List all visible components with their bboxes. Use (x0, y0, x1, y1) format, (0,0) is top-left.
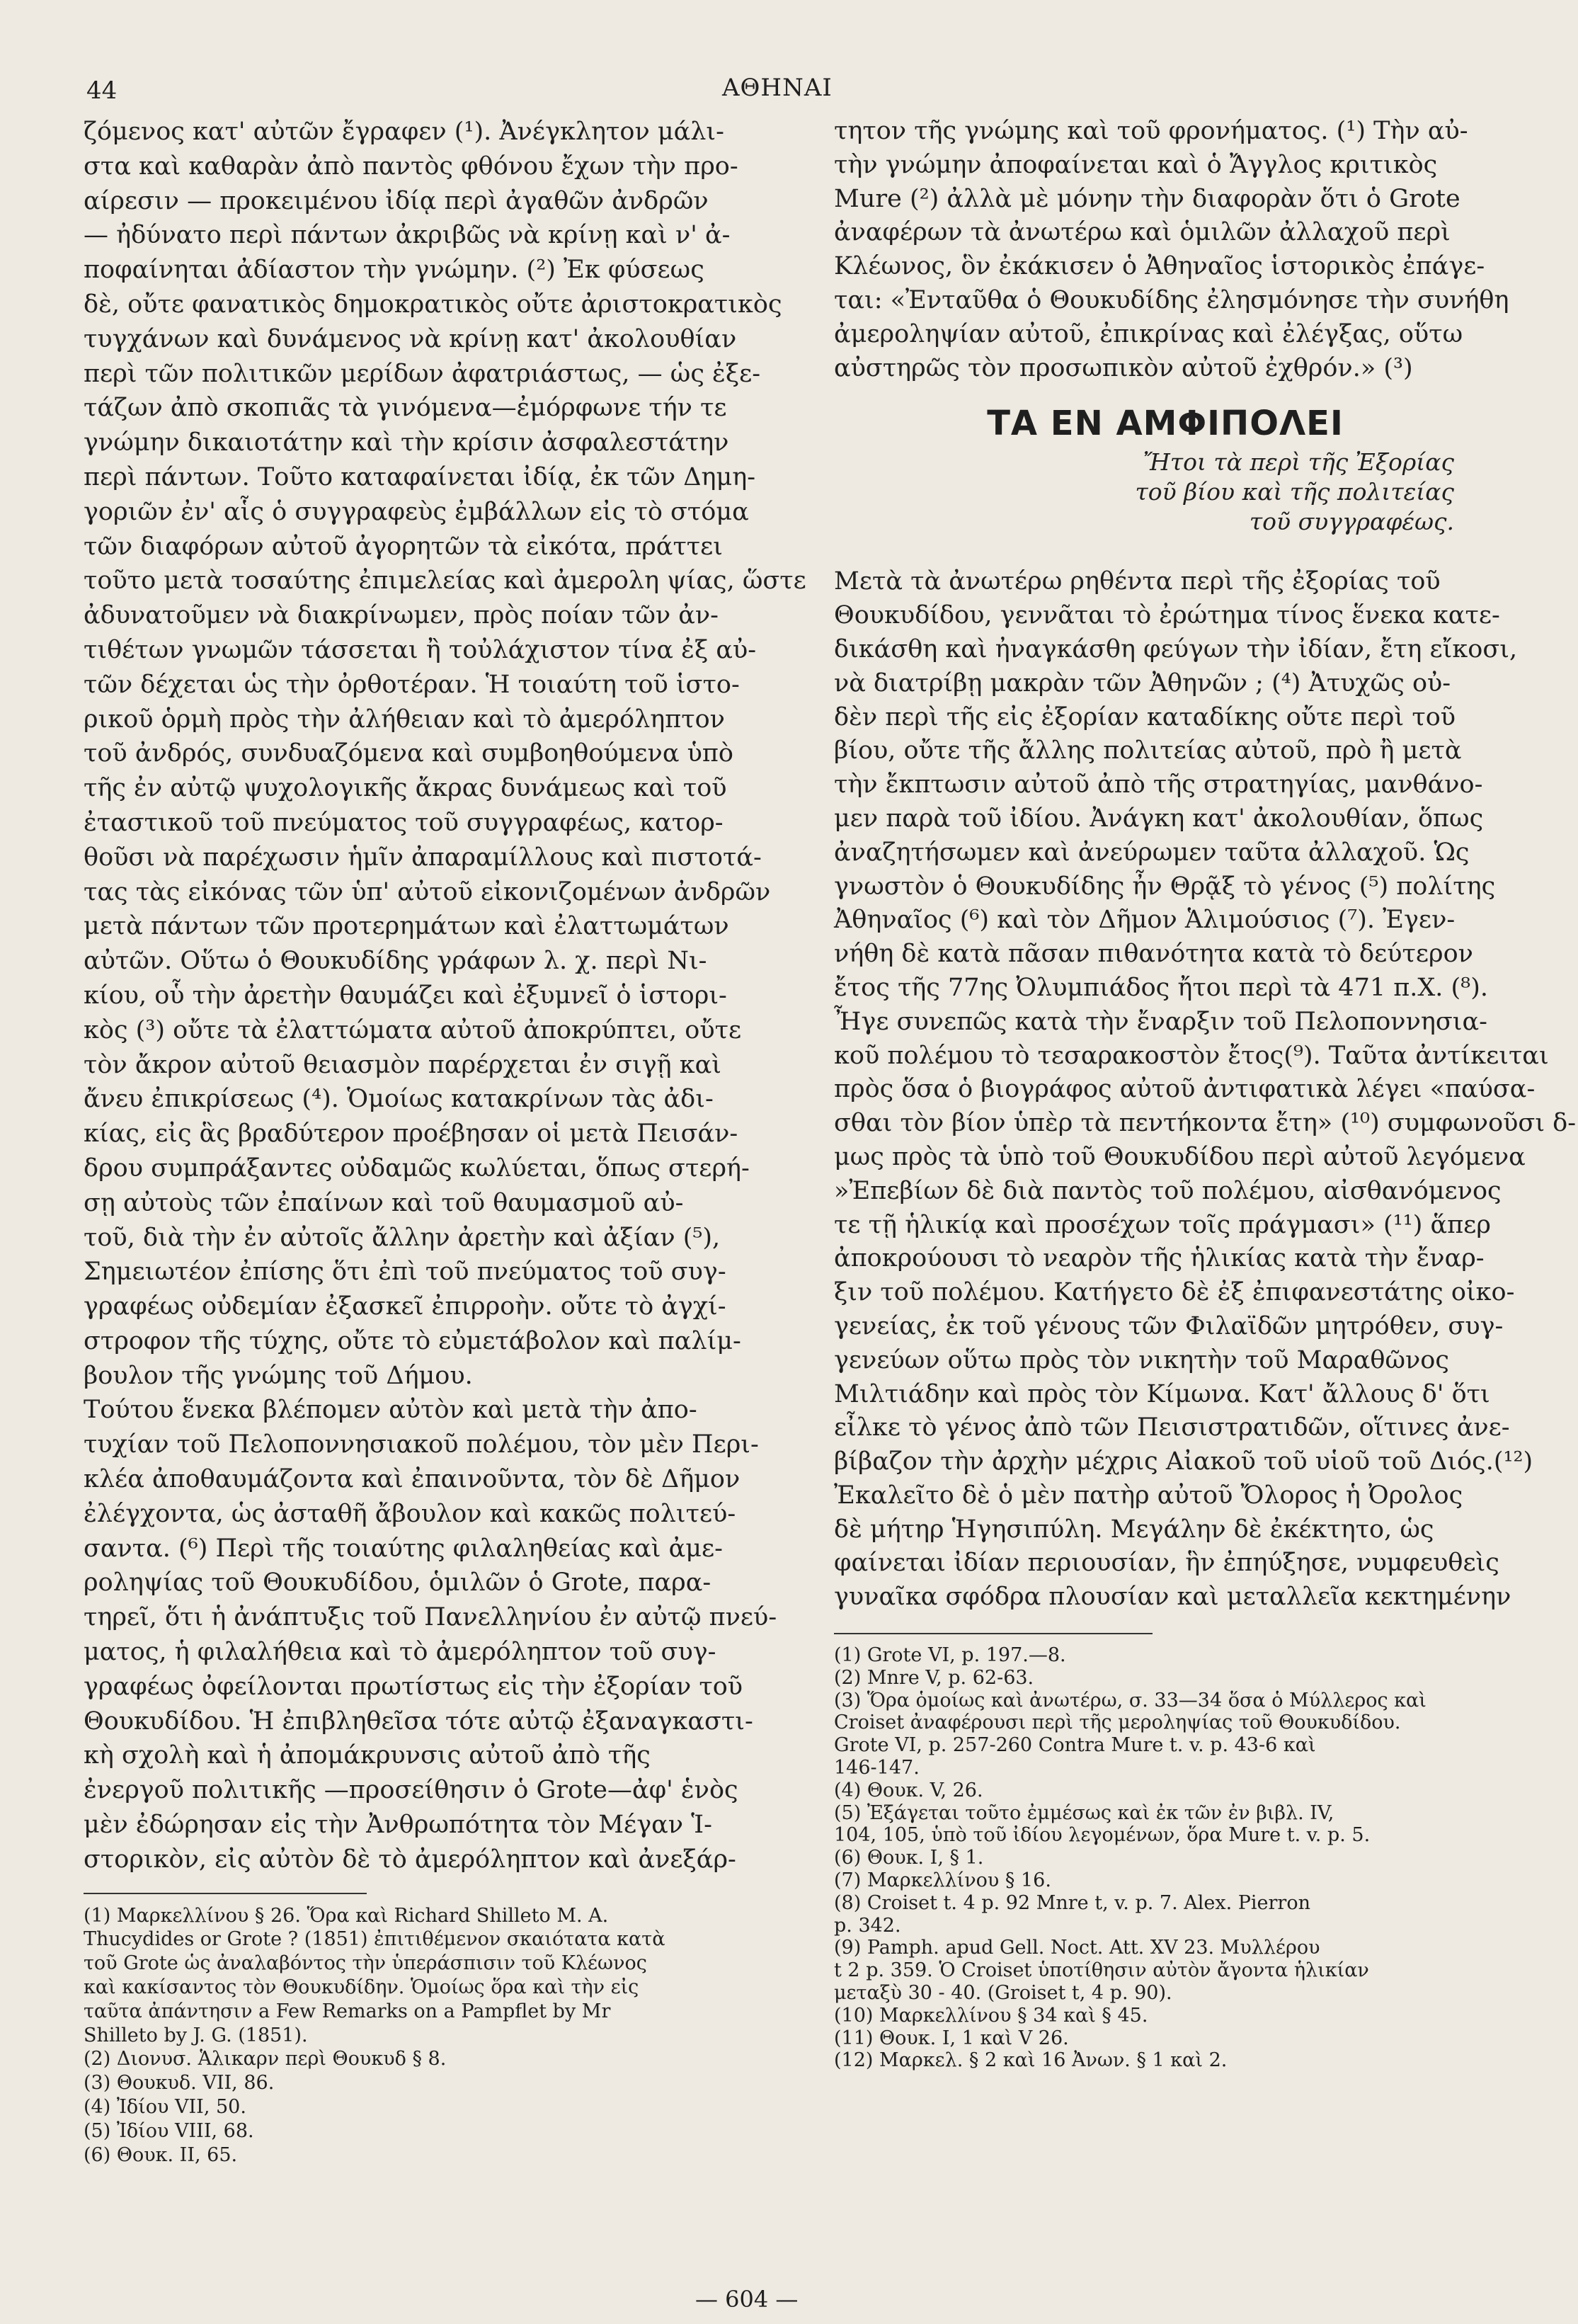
folio-number: — 604 — (695, 2286, 799, 2313)
text-line: Θουκυδίδου. Ἡ ἐπιβληθεῖσα τότε αὐτῷ ἐξαναγκαστι- (84, 1707, 753, 1736)
text-line: περὶ πάντων. Τοῦτο καταφαίνεται ἰδίᾳ, ἐκ τῶν Δημη- (84, 462, 756, 491)
text-line: ξιν τοῦ πολέμου. Κατήγετο δὲ ἐξ ἐπιφανεστάτης οἰκο- (834, 1278, 1515, 1307)
text-line: Ἀθηναῖος (⁶) καὶ τὸν Δῆμον Ἁλιμούσιος (⁷). Ἐγεν- (834, 906, 1456, 935)
text-line: τηρεῖ, ὅτι ἡ ἀνάπτυξις τοῦ Πανελληνίου ἐν αὐτῷ πνεύ- (84, 1603, 777, 1632)
section-subtitle (834, 448, 1497, 537)
text-line: ροληψίας τοῦ Θουκυδίδου, ὁμιλῶν ὁ Grote, παρα- (84, 1568, 711, 1597)
text-line: ἀναφέρων τὰ ἀνωτέρω καὶ ὁμιλῶν ἀλλαχοῦ περὶ (834, 218, 1451, 247)
text-line: μὲν ἐδώρησαν εἰς τὴν Ἀνθρωπότητα τὸν Μέγαν Ἱ- (84, 1811, 712, 1840)
left-footnotes (84, 1904, 743, 2168)
footnote-line: 146-147. (834, 1757, 920, 1779)
footnote-line: (3) Ὅρα ὁμοίως καὶ ἀνωτέρω, σ. 33—34 ὅσα ὁ Μύλλερος καὶ (834, 1689, 1427, 1711)
text-line: τυγχάνων καὶ δυνάμενος νὰ κρίνῃ κατ' ἀκολουθίαν (84, 324, 737, 353)
text-line: τε τῇ ἡλικίᾳ καὶ προσέχων τοῖς πράγμασι» (¹¹) ἅπερ (834, 1210, 1491, 1239)
text-line: γενείας, ἐκ τοῦ γένους τῶν Φιλαϊδῶν μητρόθεν, συγ- (834, 1311, 1504, 1340)
footnote-line: (1) Μαρκελλίνου § 26. Ὅρα καὶ Richard Shilleto M. A. (84, 1904, 609, 1927)
text-line: κοῦ πολέμου τὸ τεσαρακοστὸν ἔτος(⁹). Ταῦτα ἀντίκειται (834, 1041, 1549, 1070)
text-line: στορικὸν, εἰς αὐτὸν δὲ τὸ ἀμερόληπτον καὶ ἀνεξάρ- (84, 1845, 736, 1874)
text-line: γυναῖκα σφόδρα πλουσίαν καὶ μεταλλεῖα κεκτημένην (834, 1583, 1511, 1612)
text-line: φαίνεται ἰδίαν περιουσίαν, ἣν ἐπηύξησε, νυμφευθεὶς (834, 1549, 1499, 1578)
footnote-line: (2) Διονυσ. Ἁλικαρν περὶ Θουκυδ § 8. (84, 2048, 447, 2070)
text-line: μετὰ πάντων τῶν προτερημάτων καὶ ἐλαττωμάτων (84, 912, 729, 941)
text-line: Σημειωτέον ἐπίσης ὅτι ἐπὶ τοῦ πνεύματος τοῦ συγ- (84, 1258, 726, 1287)
text-line: κὸς (³) οὔτε τὰ ἐλαττώματα αὐτοῦ ἀποκρύπτει, οὔτε (84, 1015, 742, 1044)
text-line: κὴ σχολὴ καὶ ἡ ἀπομάκρυνσις αὐτοῦ ἀπὸ τῆς (84, 1741, 651, 1770)
text-line: βίβαζον τὴν ἀρχὴν μέχρις Αἰακοῦ τοῦ υἱοῦ τοῦ Διός.(¹²) (834, 1447, 1533, 1476)
subtitle-line: Ἤτοι τὰ περὶ τῆς Ἐξορίας (1143, 448, 1454, 477)
right-body-text-top (834, 115, 1509, 385)
text-line: τὴν ἔκπτωσιν αὐτοῦ ἀπὸ τῆς στρατηγίας, μανθάνο- (834, 770, 1483, 799)
footnote-line: καὶ κακίσαντος τὸν Θουκυδίδην. Ὁμοίως ὅρα καὶ τὴν εἰς (84, 1976, 639, 1999)
footnote-line: (9) Pamph. apud Gell. Noct. Att. XV 23. Μυλλέρου (834, 1937, 1320, 1959)
text-line: ἀδυνατοῦμεν νὰ διακρίνωμεν, πρὸς ποίαν τῶν ἀν- (84, 601, 719, 630)
text-line: γραφέως ὀφείλονται πρωτίστως εἰς τὴν ἐξορίαν τοῦ (84, 1672, 743, 1701)
text-line: ἔτος τῆς 77ης Ὀλυμπιάδος ἤτοι περὶ τὰ 471 π.Χ. (⁸). (834, 973, 1488, 1002)
text-line: βουλον τῆς γνώμης τοῦ Δήμου. (84, 1361, 473, 1390)
footnote-line: (4) Ἰδίου VII, 50. (84, 2096, 246, 2119)
text-line: »Ἐπεβίων δὲ διὰ παντὸς τοῦ πολέμου, αἰσθανόμενος (834, 1176, 1502, 1205)
text-line: δικάσθη καὶ ἠναγκάσθη φεύγων τὴν ἰδίαν, ἔτη εἴκοσι, (834, 634, 1518, 663)
right-footnotes (834, 1644, 1497, 2072)
text-line: κίας, εἰς ἃς βραδύτερον προέβησαν οἱ μετὰ Πεισάν- (84, 1120, 738, 1149)
text-line: τῆς ἐν αὐτῷ ψυχολογικῆς ἄκρας δυνάμεως καὶ τοῦ (84, 774, 727, 803)
text-line: δὲ μήτηρ Ἡγησιπύλη. Μεγάλην δὲ ἐκέκτητο, ὡς (834, 1515, 1434, 1544)
footnote-line: Grote VI, p. 257-260 Contra Mure t. v. p. 43-6 καὶ (834, 1734, 1316, 1757)
text-line: γραφέως οὐδεμίαν ἐξασκεῖ ἐπιρροὴν. οὔτε τὸ ἀγχί- (84, 1292, 726, 1321)
footnote-line: p. 342. (834, 1914, 901, 1937)
text-line: γενεύων οὕτω πρὸς τὸν νικητὴν τοῦ Μαραθῶνος (834, 1345, 1449, 1374)
text-line: τάζων ἀπὸ σκοπιᾶς τὰ γινόμενα—ἐμόρφωνε τήν τε (84, 394, 727, 423)
text-line: τὸν ἄκρον αὐτοῦ θειασμὸν παρέρχεται ἐν σιγῇ καὶ (84, 1050, 721, 1079)
text-line: δὲ, οὔτε φανατικὸς δημοκρατικὸς οὔτε ἀριστοκρατικὸς (84, 290, 782, 319)
footnote-line: (10) Μαρκελλίνου § 34 καὶ § 45. (834, 2004, 1148, 2027)
text-line: δρου συμπράξαντες οὐδαμῶς κωλύεται, ὅπως στερή- (84, 1154, 750, 1183)
text-line: γνωστὸν ὁ Θουκυδίδης ἦν Θρᾷξ τὸ γένος (⁵) πολίτης (834, 872, 1496, 901)
text-line: τυχίαν τοῦ Πελοποννησιακοῦ πολέμου, τὸν μὲν Περι- (84, 1430, 759, 1459)
text-line: νὰ διατρίβῃ μακρὰν τῶν Ἀθηνῶν ; (⁴) Ἀτυχῶς οὐ- (834, 668, 1451, 697)
subtitle-line: τοῦ συγγραφέως. (1249, 508, 1454, 536)
text-line: στα καὶ καθαρὰν ἀπὸ παντὸς φθόνου ἔχων τὴν προ- (84, 152, 738, 181)
text-line: ται: «Ἐνταῦθα ὁ Θουκυδίδης ἐλησμόνησε τὴν συνήθη (834, 285, 1509, 314)
section-spacer (834, 537, 1497, 565)
text-line: μως πρὸς τὰ ὑπὸ τοῦ Θουκυδίδου περὶ αὐτοῦ λεγόμενα (834, 1142, 1526, 1171)
text-line: σαντα. (⁶) Περὶ τῆς τοιαύτης φιλαληθείας καὶ ἀμε- (84, 1534, 723, 1563)
text-line: τοῦ ἀνδρός, συνδυαζόμενα καὶ συμβοηθούμενα ὑπὸ (84, 739, 733, 768)
footnote-line: (3) Θουκυδ. VII, 86. (84, 2072, 275, 2095)
text-line: Τούτου ἕνεκα βλέπομεν αὐτὸν καὶ μετὰ τὴν ἀπο- (84, 1396, 697, 1425)
text-line: τιθέτων γνωμῶν τάσσεται ἢ τοὐλάχιστον τίνα ἐξ αὐ- (84, 635, 757, 664)
footnote-line: (12) Μαρκελ. § 2 καὶ 16 Ἀνων. § 1 καὶ 2. (834, 2049, 1228, 2072)
text-line: βίου, οὔτε τῆς ἄλλης πολιτείας αὐτοῦ, πρὸ ἢ μετὰ (834, 736, 1462, 765)
footnote-line: (5) Ἰδίου VIII, 68. (84, 2119, 254, 2142)
text-line: ἐνεργοῦ πολιτικῆς —προσείθησιν ὁ Grote—ἀφ' ἑνὸς (84, 1776, 738, 1805)
footnote-line: Croiset ἀναφέρουσι περὶ τῆς μεροληψίας τοῦ Θουκυδίδου. (834, 1711, 1401, 1734)
text-line: σῃ αὐτοὺς τῶν ἐπαίνων καὶ τοῦ θαυμασμοῦ αὐ- (84, 1188, 684, 1217)
text-line: τοῦ, διὰ τὴν ἐν αὐτοῖς ἄλλην ἀρετὴν καὶ ἀξίαν (⁵), (84, 1223, 721, 1252)
text-line: κίου, οὗ τὴν ἀρετὴν θαυμάζει καὶ ἐξυμνεῖ ὁ ἱστορι- (84, 981, 727, 1010)
text-line: ποφαίνηται ἀδίαστον τὴν γνώμην. (²) Ἐκ φύσεως (84, 256, 704, 285)
text-line: Μετὰ τὰ ἀνωτέρω ρηθέντα περὶ τῆς ἐξορίας τοῦ (834, 567, 1441, 596)
section-title: ΤΑ ΕΝ ΑΜΦΙΠΟΛΕΙ (987, 404, 1344, 444)
footnote-line: (6) Θουκ. II, 65. (84, 2143, 238, 2166)
text-line: θοῦσι νὰ παρέχωσιν ἡμῖν ἀπαραμίλλους καὶ πιστοτά- (84, 843, 762, 872)
footnote-line: τοῦ Grote ὡς ἀναλαβόντος τὴν ὑπεράσπισιν τοῦ Κλέωνος (84, 1952, 647, 1975)
text-line: τοῦτο μετὰ τοσαύτης ἐπιμελείας καὶ ἀμερολη ψίας, ὥστε (84, 566, 806, 596)
text-line: Ἦγε συνεπῶς κατὰ τὴν ἔναρξιν τοῦ Πελοποννησια- (834, 1007, 1487, 1036)
text-line: πρὸς ὅσα ὁ βιογράφος αὐτοῦ ἀντιφατικὰ λέγει «παύσα- (834, 1075, 1536, 1104)
text-line: δὲν περὶ τῆς εἰς ἐξορίαν καταδίκης οὔτε περὶ τοῦ (834, 702, 1456, 731)
text-line: μεν παρὰ τοῦ ἰδίου. Ἀνάγκη κατ' ἀκολουθίαν, ὅπως (834, 804, 1484, 833)
text-line: Ἐκαλεῖτο δὲ ὁ μὲν πατὴρ αὐτοῦ Ὄλορος ἡ Ὀρολος (834, 1481, 1463, 1510)
footnote-line: (4) Θουκ. V, 26. (834, 1779, 983, 1801)
text-line: τητον τῆς γνώμης καὶ τοῦ φρονήματος. (¹) Τὴν αὐ- (834, 117, 1468, 145)
text-line: περὶ τῶν πολιτικῶν μερίδων ἀφατριάστως, — ὡς ἐξε- (84, 359, 761, 388)
footnote-line: (8) Croiset t. 4 p. 92 Mnre t, v. p. 7. Alex. Pierron (834, 1891, 1310, 1914)
right-column (834, 115, 1577, 2072)
footnote-line: (6) Θουκ. I, § 1. (834, 1847, 984, 1869)
footnote-line: 104, 105, ὑπὸ τοῦ ἰδίου λεγομένων, ὅρα Mure t. v. p. 5. (834, 1824, 1371, 1847)
footnote-line: (5) Ἐξάγεται τοῦτο ἐμμέσως καὶ ἐκ τῶν ἐν βιβλ. IV, (834, 1801, 1334, 1824)
text-line: αὐτῶν. Οὕτω ὁ Θουκυδίδης γράφων λ. χ. περὶ Νι- (84, 947, 707, 976)
text-line: Mure (²) ἀλλὰ μὲ μόνην τὴν διαφορὰν ὅτι ὁ Grote (834, 184, 1460, 213)
footnote-line: (7) Μαρκελλίνου § 16. (834, 1869, 1051, 1892)
text-line: τας τὰς εἰκόνας τῶν ὑπ' αὐτοῦ εἰκονιζομένων ἀνδρῶν (84, 877, 771, 906)
page-number: 44 (86, 76, 118, 105)
right-body-text-bottom (834, 565, 1577, 1614)
text-line: σθαι τὸν βίον ὑπὲρ τὰ πεντήκοντα ἔτη» (¹⁰) συμφωνοῦσι δ- (834, 1109, 1577, 1138)
text-line: αὐστηρῶς τὸν προσωπικὸν αὐτοῦ ἐχθρόν.» (³) (834, 353, 1413, 382)
left-body-text (84, 115, 806, 1877)
footnote-line: (1) Grote VI, p. 197.—8. (834, 1644, 1066, 1667)
text-line: τῶν δέχεται ὡς τὴν ὀρθοτέραν. Ἡ τοιαύτη τοῦ ἱστο- (84, 670, 740, 699)
text-line: νήθη δὲ κατὰ πᾶσαν πιθανότητα κατὰ τὸ δεύτερον (834, 940, 1473, 969)
text-line: — ἠδύνατο περὶ πάντων ἀκριβῶς νὰ κρίνῃ καὶ ν' ἀ- (84, 221, 731, 250)
text-line: τὴν γνώμην ἀποφαίνεται καὶ ὁ Ἄγγλος κριτικὸς (834, 150, 1438, 179)
subtitle-line: τοῦ βίου καὶ τῆς πολιτείας (1135, 478, 1454, 506)
text-line: ματος, ἡ φιλαλήθεια καὶ τὸ ἀμερόληπτον τοῦ συγ- (84, 1638, 716, 1667)
text-line: ρικοῦ ὁρμὴ πρὸς τὴν ἀλήθειαν καὶ τὸ ἀμερόληπτον (84, 705, 725, 734)
text-line: Μιλτιάδην καὶ πρὸς τὸν Κίμωνα. Κατ' ἄλλους δ' ὅτι (834, 1379, 1490, 1408)
text-line: Κλέωνος, ὃν ἐκάκισεν ὁ Ἀθηναῖος ἱστορικὸς ἐπάγε- (834, 252, 1485, 281)
text-line: ἀποκρούουσι τὸ νεαρὸν τῆς ἡλικίας κατὰ τὴν ἔναρ- (834, 1244, 1485, 1273)
footnote-line: t 2 p. 359. Ὁ Croiset ὑποτίθησιν αὐτὸν ἄγοντα ἡλικίαν (834, 1959, 1369, 1982)
text-line: ζόμενος κατ' αὐτῶν ἔγραφεν (¹). Ἀνέγκλητον μάλι- (84, 118, 724, 146)
footnote-divider (84, 1893, 367, 1894)
footnote-line: (2) Mnre V, p. 62-63. (834, 1666, 1034, 1689)
text-line: γνώμην δικαιοτάτην καὶ τὴν κρίσιν ἀσφαλεστάτην (84, 428, 729, 457)
text-line: Θουκυδίδου, γεννᾶται τὸ ἐρώτημα τίνος ἕνεκα κατε- (834, 601, 1500, 630)
text-line: αίρεσιν — προκειμένου ἰδίᾳ περὶ ἀγαθῶν ἀνδρῶν (84, 186, 709, 215)
text-line: ἐταστικοῦ τοῦ πνεύματος τοῦ συγγραφέως, κατορ- (84, 808, 724, 837)
footnote-line: Shilleto by J. G. (1851). (84, 2024, 308, 2046)
footnote-line: μεταξὺ 30 - 40. (Groiset t, 4 p. 90). (834, 1982, 1172, 2005)
text-line: κλέα ἀποθαυμάζοντα καὶ ἐπαινοῦντα, τὸν δὲ Δῆμον (84, 1465, 741, 1494)
text-line: στροφον τῆς τύχης, οὔτε τὸ εὐμετάβολον καὶ παλίμ- (84, 1326, 741, 1355)
text-line: εἶλκε τὸ γένος ἀπὸ τῶν Πεισιστρατιδῶν, οἵτινες ἀνε- (834, 1413, 1510, 1442)
running-title: ΑΘΗΝΑΙ (722, 74, 833, 102)
text-line: ἀναζητήσωμεν καὶ ἀνεύρωμεν ταῦτα ἀλλαχοῦ. Ὡς (834, 838, 1470, 867)
left-column (84, 115, 806, 2167)
text-line: τῶν διαφόρων αὐτοῦ ἀγορητῶν τὰ εἰκότα, πράττει (84, 532, 724, 561)
text-line: ἐλέγχοντα, ὡς ἀσταθῆ ἄβουλον καὶ κακῶς πολιτεύ- (84, 1499, 736, 1528)
text-line: ἄνευ ἐπικρίσεως (⁴). Ὁμοίως κατακρίνων τὰς ἀδι- (84, 1085, 714, 1114)
text-line: γοριῶν ἐν' αἷς ὁ συγγραφεὺς ἐμβάλλων εἰς τὸ στόμα (84, 497, 749, 526)
text-line: ἀμεροληψίαν αὐτοῦ, ἐπικρίνας καὶ ἐλέγξας, οὕτω (834, 319, 1463, 348)
footnote-divider (834, 1633, 1153, 1634)
footnote-line: Thucydides or Grote ? (1851) ἐπιτιθέμενον σκαιότατα κατὰ (84, 1928, 665, 1951)
footnote-line: ταῦτα ἀπάντησιν a Few Remarks on a Pampflet by Mr (84, 2000, 611, 2022)
footnote-line: (11) Θουκ. I, 1 καὶ V 26. (834, 2027, 1069, 2049)
